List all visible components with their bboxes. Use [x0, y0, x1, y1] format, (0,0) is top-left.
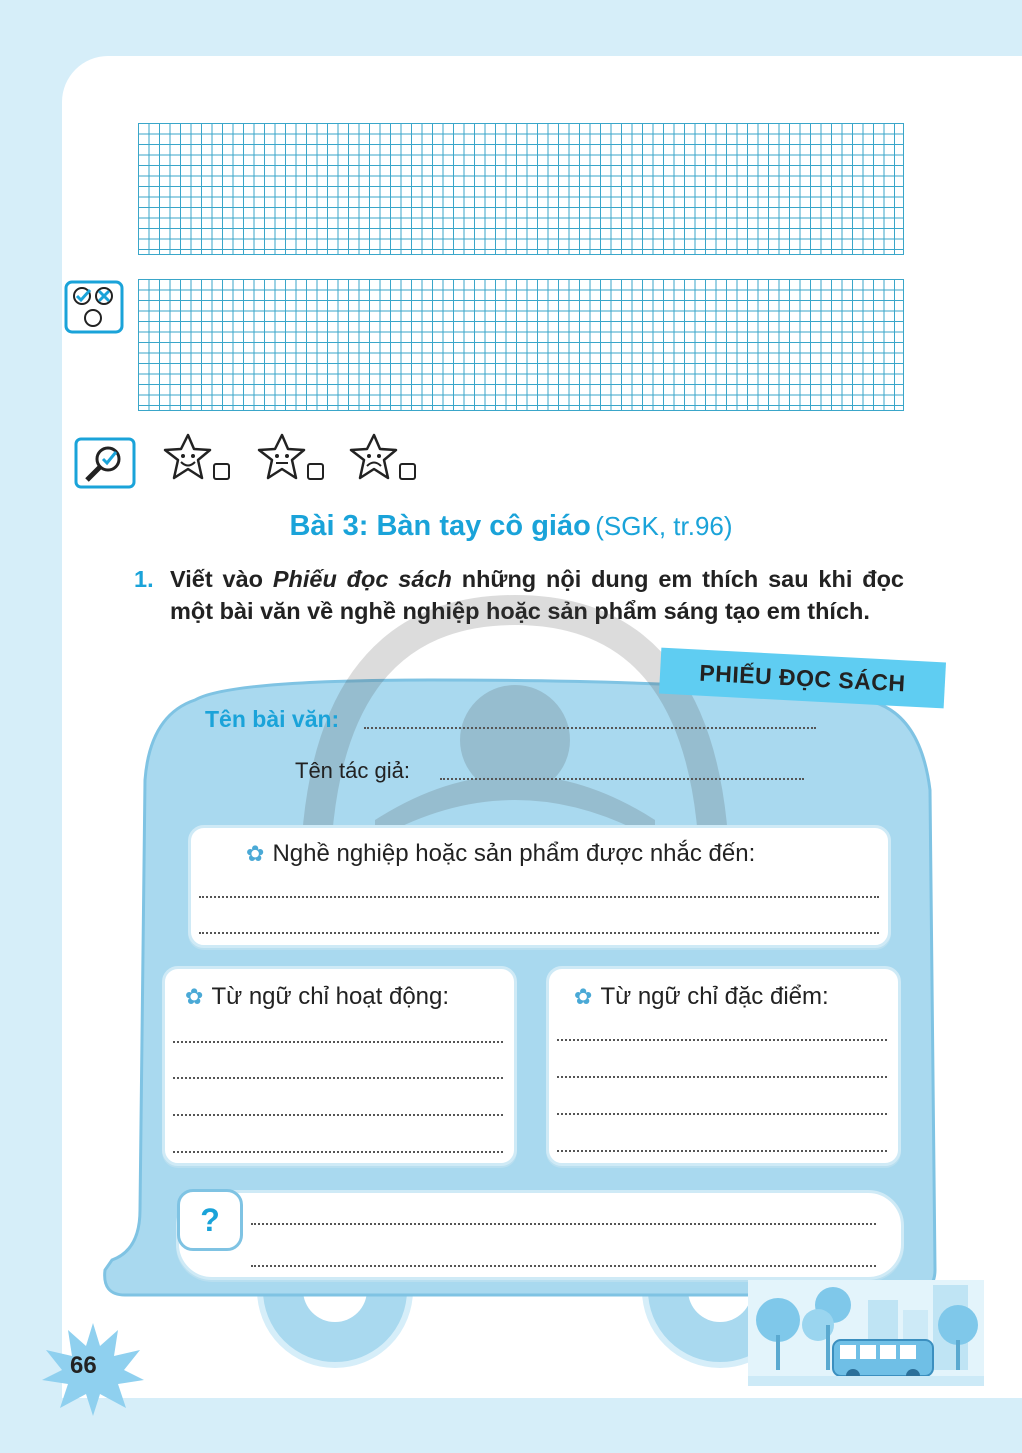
feature-line-2[interactable] [557, 1076, 887, 1078]
title-field[interactable] [364, 727, 816, 729]
feature-card [546, 966, 901, 1166]
star-sad-icon[interactable] [346, 432, 420, 484]
city-bus-illustration [748, 1280, 984, 1386]
job-heading [246, 840, 755, 868]
star-happy-icon[interactable] [160, 432, 234, 484]
author-field[interactable] [440, 778, 804, 780]
activity-line-3[interactable] [173, 1114, 503, 1116]
question-line-2[interactable] [251, 1265, 876, 1267]
job-line-1[interactable] [199, 896, 879, 898]
question-badge [177, 1189, 243, 1251]
author-label: Tên tác giả: [295, 758, 410, 783]
task-instruction [134, 563, 904, 627]
title-label: Tên bài văn: [205, 706, 340, 732]
feature-line-1[interactable] [557, 1039, 887, 1041]
question-card [176, 1190, 904, 1280]
page-number: 66 [70, 1352, 97, 1379]
activity-card [162, 966, 517, 1166]
writing-grid-bottom[interactable] [138, 279, 904, 411]
feature-label: Từ ngữ chỉ đặc điểm: [600, 983, 829, 1010]
writing-grid-top[interactable] [138, 123, 904, 255]
feature-heading [574, 983, 829, 1011]
lesson-heading [0, 510, 1022, 543]
activity-heading [185, 983, 449, 1011]
job-line-2[interactable] [199, 932, 879, 934]
task-text-before: Viết vào [170, 566, 273, 592]
activity-line-1[interactable] [173, 1041, 503, 1043]
task-number: 1. [134, 566, 154, 592]
flower-icon: ✿ [574, 984, 593, 1009]
job-card [188, 825, 891, 948]
star-neutral-icon[interactable] [254, 432, 328, 484]
task-text-italic: Phiếu đọc sách [272, 566, 452, 592]
activity-line-2[interactable] [173, 1077, 503, 1079]
check-cross-circle-icon [64, 280, 124, 334]
flower-icon: ✿ [185, 984, 204, 1009]
activity-line-4[interactable] [173, 1151, 503, 1153]
worksheet-ribbon: PHIẾU ĐỌC SÁCH [659, 648, 946, 709]
activity-label: Từ ngữ chỉ hoạt động: [211, 983, 450, 1010]
lesson-title: Bài 3: Bàn tay cô giáo [289, 510, 591, 542]
feature-line-3[interactable] [557, 1113, 887, 1115]
question-line-1[interactable] [251, 1223, 876, 1225]
magnifier-check-icon [74, 437, 136, 489]
task-text-after: những nội dung em thích sau khi đọc một bài văn về nghề nghiệp hoặc sản phẩm sáng tạo em thích. [170, 566, 905, 624]
feature-line-4[interactable] [557, 1150, 887, 1152]
flower-icon: ✿ [246, 841, 265, 866]
question-mark: ? [200, 1201, 220, 1238]
lesson-reference: (SGK, tr.96) [595, 511, 733, 541]
job-label: Nghề nghiệp hoặc sản phẩm được nhắc đến: [272, 840, 756, 867]
